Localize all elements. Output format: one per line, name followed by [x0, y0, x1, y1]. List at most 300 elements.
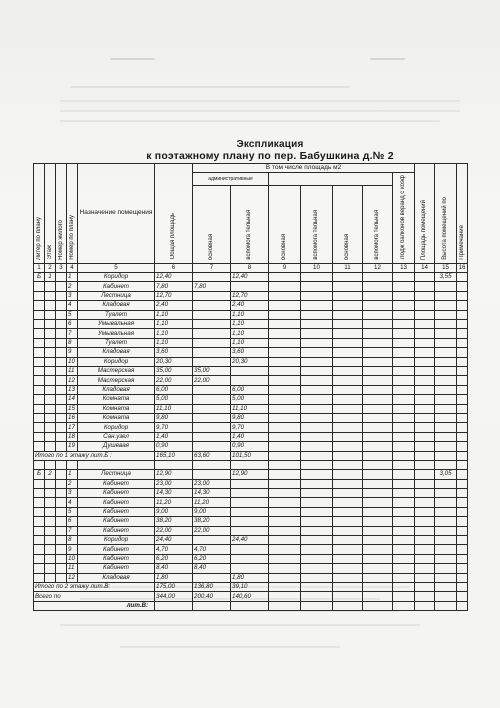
column-number: 10 [301, 263, 333, 272]
empty-cell [363, 282, 393, 291]
empty-cell [269, 282, 301, 291]
empty-cell [333, 310, 363, 319]
room-osnovnaya-area: 6,20 [193, 554, 231, 563]
empty-cell [457, 592, 468, 601]
empty-cell [393, 601, 415, 610]
room-number: 6 [67, 517, 78, 526]
empty-cell [415, 498, 435, 507]
empty-cell [269, 432, 301, 441]
room-row [34, 385, 468, 394]
room-vspom-area: 3,60 [231, 348, 269, 357]
empty-cell [333, 273, 363, 282]
room-osnovnaya-area [193, 320, 231, 329]
empty-cell [415, 479, 435, 488]
header-obshchaya: Общая площадь [155, 164, 193, 264]
nomer-zhilogo-cell [56, 385, 67, 394]
empty-cell [269, 592, 301, 601]
column-number: 16 [457, 263, 468, 272]
height-cell [435, 479, 457, 488]
room-vspom-area: 12,40 [231, 273, 269, 282]
room-total-area: 5,00 [155, 395, 193, 404]
height-cell: 3,05 [435, 470, 457, 479]
empty-cell [393, 338, 415, 347]
empty-cell [415, 470, 435, 479]
empty-cell [363, 526, 393, 535]
etazh-cell [45, 536, 56, 545]
height-cell [435, 320, 457, 329]
empty-cell [269, 320, 301, 329]
empty-cell [269, 404, 301, 413]
room-number: 16 [67, 413, 78, 422]
nomer-zhilogo-cell [56, 498, 67, 507]
empty-cell [457, 442, 468, 451]
room-osnovnaya-area [193, 338, 231, 347]
column-number: 6 [155, 263, 193, 272]
document-subtitle: к поэтажному плану по пер. Бабушкина д.№ 2 [146, 150, 394, 162]
height-cell [435, 282, 457, 291]
empty-cell [269, 376, 301, 385]
height-cell [435, 432, 457, 441]
header-ploshchad-pomeshcheniy: Площадь помещений [415, 164, 435, 264]
empty-cell [333, 517, 363, 526]
empty-cell [301, 329, 333, 338]
room-vspom-area: 5,00 [231, 395, 269, 404]
empty-cell [457, 338, 468, 347]
empty-cell [457, 489, 468, 498]
empty-cell [301, 536, 333, 545]
empty-cell [301, 507, 333, 516]
empty-cell [269, 601, 301, 610]
empty-cell [333, 460, 363, 469]
room-vspom-area: 2,40 [231, 301, 269, 310]
empty-cell [301, 273, 333, 282]
nomer-zhilogo-cell [56, 404, 67, 413]
room-total-area: 12,90 [155, 470, 193, 479]
room-total-area: 3,60 [155, 348, 193, 357]
empty-cell [333, 301, 363, 310]
empty-cell [457, 348, 468, 357]
empty-cell [333, 385, 363, 394]
litera-cell [34, 554, 45, 563]
room-osnovnaya-area [193, 404, 231, 413]
floor-total-label: Итого по 2 этажу лит.В: [34, 582, 155, 591]
empty-cell [301, 404, 333, 413]
empty-cell [415, 507, 435, 516]
room-number: 7 [67, 329, 78, 338]
etazh-cell [45, 282, 56, 291]
empty-cell [333, 592, 363, 601]
height-cell [435, 564, 457, 573]
room-name: Кабинет [78, 554, 155, 563]
litera-cell [34, 338, 45, 347]
room-number: 6 [67, 320, 78, 329]
room-osnovnaya-area: 8,40 [193, 564, 231, 573]
empty-cell [333, 291, 363, 300]
room-total-area: 22,00 [155, 526, 193, 535]
room-total-area: 1,10 [155, 310, 193, 319]
nomer-zhilogo-cell [56, 573, 67, 582]
room-total-area: 20,30 [155, 357, 193, 366]
litera-cell: Б [34, 273, 45, 282]
empty-cell [415, 554, 435, 563]
room-name: Умывальная [78, 320, 155, 329]
empty-cell [363, 404, 393, 413]
empty-cell [333, 554, 363, 563]
room-row [34, 291, 468, 300]
empty-cell [393, 582, 415, 591]
etazh-cell [45, 479, 56, 488]
litera-cell [34, 376, 45, 385]
empty-cell [415, 413, 435, 422]
room-total-area: 1,80 [155, 573, 193, 582]
etazh-cell [45, 320, 56, 329]
empty-cell [333, 601, 363, 610]
empty-cell [457, 329, 468, 338]
nomer-zhilogo-cell [56, 564, 67, 573]
explication-table [33, 163, 468, 611]
room-osnovnaya-area [193, 536, 231, 545]
nomer-zhilogo-cell [56, 507, 67, 516]
empty-cell [415, 545, 435, 554]
nomer-zhilogo-cell [56, 395, 67, 404]
nomer-zhilogo-cell [56, 376, 67, 385]
empty-cell [363, 273, 393, 282]
room-total-area: 11,20 [155, 498, 193, 507]
room-name: Кладовая [78, 348, 155, 357]
empty-cell [457, 554, 468, 563]
empty-cell [415, 404, 435, 413]
room-vspom-area [231, 367, 269, 376]
column-number: 9 [269, 263, 301, 272]
height-cell [435, 545, 457, 554]
empty-cell [333, 413, 363, 422]
etazh-cell [45, 423, 56, 432]
room-number: 1 [67, 470, 78, 479]
empty-cell [269, 395, 301, 404]
empty-cell [415, 395, 435, 404]
empty-cell [457, 432, 468, 441]
empty-cell [393, 498, 415, 507]
column-number: 2 [45, 263, 56, 272]
room-vspom-area [231, 545, 269, 554]
nomer-zhilogo-cell [56, 357, 67, 366]
room-total-area: 9,70 [155, 423, 193, 432]
empty-cell [193, 460, 231, 469]
room-total-area: 22,00 [155, 376, 193, 385]
empty-cell [333, 489, 363, 498]
room-row [34, 479, 468, 488]
room-name: Комната [78, 404, 155, 413]
height-cell [435, 291, 457, 300]
separator-row [34, 460, 468, 469]
empty-cell [363, 582, 393, 591]
empty-cell [269, 451, 301, 460]
room-row [34, 423, 468, 432]
litera-cell [34, 498, 45, 507]
height-cell [435, 526, 457, 535]
empty-cell [415, 601, 435, 610]
empty-cell [333, 357, 363, 366]
empty-cell [269, 526, 301, 535]
empty-cell [415, 526, 435, 535]
empty-cell [393, 489, 415, 498]
room-osnovnaya-area [193, 470, 231, 479]
empty-cell [301, 432, 333, 441]
room-total-area: 9,80 [155, 413, 193, 422]
room-number: 9 [67, 348, 78, 357]
empty-cell [415, 536, 435, 545]
room-row [34, 573, 468, 582]
empty-cell [457, 451, 468, 460]
room-name: Кабинет [78, 282, 155, 291]
empty-cell [435, 582, 457, 591]
litera-cell [34, 291, 45, 300]
empty-cell [393, 451, 415, 460]
column-number: 1 [34, 263, 45, 272]
floor-total-area: 165,10 [155, 451, 193, 460]
empty-cell [301, 348, 333, 357]
room-row [34, 310, 468, 319]
header-blank [269, 173, 393, 186]
empty-cell [301, 554, 333, 563]
empty-cell [457, 273, 468, 282]
empty-cell [363, 320, 393, 329]
empty-cell [457, 320, 468, 329]
empty-cell [269, 310, 301, 319]
room-vspom-area [231, 376, 269, 385]
floor-total-vspom: 101,50 [231, 451, 269, 460]
header-nomer-po-planu: Номер по плану [67, 164, 78, 264]
empty-cell [393, 357, 415, 366]
empty-cell [301, 601, 333, 610]
nomer-zhilogo-cell [56, 470, 67, 479]
empty-cell [301, 291, 333, 300]
room-number: 2 [67, 479, 78, 488]
empty-cell [301, 573, 333, 582]
room-row [34, 329, 468, 338]
room-name: Кладовая [78, 301, 155, 310]
empty-cell [393, 442, 415, 451]
empty-cell [363, 367, 393, 376]
height-cell [435, 423, 457, 432]
room-number: 2 [67, 282, 78, 291]
room-vspom-area: 1,10 [231, 329, 269, 338]
floor-total-osnovnaya: 63,60 [193, 451, 231, 460]
empty-cell [415, 348, 435, 357]
room-number: 10 [67, 357, 78, 366]
empty-cell [363, 432, 393, 441]
empty-cell [333, 376, 363, 385]
litera-cell [34, 432, 45, 441]
litera-cell [34, 301, 45, 310]
empty-cell [363, 479, 393, 488]
empty-cell [301, 413, 333, 422]
room-row [34, 273, 468, 282]
empty-cell [457, 282, 468, 291]
room-total-area: 1,10 [155, 320, 193, 329]
header-litera: Литер по плану [34, 164, 45, 264]
empty-cell [457, 582, 468, 591]
empty-cell [67, 460, 78, 469]
empty-cell [393, 545, 415, 554]
litera-cell [34, 526, 45, 535]
empty-cell [269, 489, 301, 498]
empty-cell [333, 470, 363, 479]
room-vspom-area: 24,40 [231, 536, 269, 545]
bleed-mark [60, 110, 460, 112]
room-name: Туалет [78, 310, 155, 319]
room-row [34, 348, 468, 357]
empty-cell [393, 460, 415, 469]
grand-total-vspom: 140,60 [231, 592, 269, 601]
empty-cell [301, 451, 333, 460]
empty-cell [415, 367, 435, 376]
empty-cell [415, 460, 435, 469]
bleed-mark [370, 58, 405, 60]
empty-cell [393, 423, 415, 432]
room-vspom-area: 11,10 [231, 404, 269, 413]
room-osnovnaya-area: 14,30 [193, 489, 231, 498]
empty-cell [333, 432, 363, 441]
empty-cell [363, 554, 393, 563]
room-name: Кабинет [78, 498, 155, 507]
room-vspom-area [231, 507, 269, 516]
room-number: 11 [67, 564, 78, 573]
room-number: 12 [67, 573, 78, 582]
litera-cell [34, 564, 45, 573]
bleed-mark [110, 58, 155, 60]
room-vspom-area: 12,90 [231, 470, 269, 479]
room-osnovnaya-area: 22,00 [193, 526, 231, 535]
empty-cell [393, 273, 415, 282]
empty-cell [415, 423, 435, 432]
etazh-cell [45, 357, 56, 366]
room-row [34, 357, 468, 366]
room-vspom-area [231, 564, 269, 573]
height-cell [435, 357, 457, 366]
empty-cell [457, 291, 468, 300]
height-cell: 3,55 [435, 273, 457, 282]
room-total-area: 1,40 [155, 432, 193, 441]
room-total-area: 38,20 [155, 517, 193, 526]
nomer-zhilogo-cell [56, 282, 67, 291]
room-total-area: 4,70 [155, 545, 193, 554]
empty-cell [269, 301, 301, 310]
empty-cell [457, 526, 468, 535]
empty-cell [301, 498, 333, 507]
etazh-cell [45, 291, 56, 300]
empty-cell [363, 423, 393, 432]
etazh-cell [45, 489, 56, 498]
empty-cell [301, 592, 333, 601]
empty-cell [301, 376, 333, 385]
empty-cell [363, 348, 393, 357]
etazh-cell [45, 376, 56, 385]
empty-cell [457, 507, 468, 516]
room-row [34, 442, 468, 451]
header-primechanie: Примечание [457, 164, 468, 264]
empty-cell [363, 517, 393, 526]
litera-cell [34, 329, 45, 338]
room-vspom-area: 0,90 [231, 442, 269, 451]
room-vspom-area: 1,80 [231, 573, 269, 582]
empty-cell [363, 460, 393, 469]
etazh-cell [45, 367, 56, 376]
etazh-cell [45, 526, 56, 535]
empty-cell [393, 413, 415, 422]
room-total-area: 11,10 [155, 404, 193, 413]
room-name: Кабинет [78, 517, 155, 526]
empty-cell [333, 451, 363, 460]
empty-cell [333, 395, 363, 404]
empty-cell [301, 526, 333, 535]
empty-cell [333, 479, 363, 488]
room-total-area: 8,40 [155, 564, 193, 573]
empty-cell [269, 507, 301, 516]
empty-cell [415, 432, 435, 441]
empty-cell [393, 367, 415, 376]
litera-cell [34, 395, 45, 404]
header-nomer-zhilogo: Номер жилого [56, 164, 67, 264]
etazh-cell [45, 404, 56, 413]
room-total-area: 6,20 [155, 554, 193, 563]
empty-cell [333, 545, 363, 554]
empty-cell [393, 479, 415, 488]
empty-cell [393, 517, 415, 526]
room-name: Мастерская [78, 376, 155, 385]
room-vspom-area [231, 526, 269, 535]
header-naznachenie: Назначение помещения [78, 164, 155, 264]
empty-cell [393, 348, 415, 357]
room-osnovnaya-area [193, 310, 231, 319]
room-name: Кладовая [78, 385, 155, 394]
empty-cell [393, 573, 415, 582]
room-osnovnaya-area [193, 423, 231, 432]
height-cell [435, 536, 457, 545]
room-number: 15 [67, 404, 78, 413]
grand-total-area: 344,00 [155, 592, 193, 601]
empty-cell [269, 367, 301, 376]
empty-cell [363, 413, 393, 422]
empty-cell [333, 404, 363, 413]
empty-cell [193, 601, 231, 610]
empty-cell [333, 423, 363, 432]
empty-cell [301, 470, 333, 479]
empty-cell [415, 385, 435, 394]
room-name: Мастерская [78, 367, 155, 376]
nomer-zhilogo-cell [56, 479, 67, 488]
grand-total-osnovnaya: 200,40 [193, 592, 231, 601]
room-total-area: 9,00 [155, 507, 193, 516]
litera-cell [34, 404, 45, 413]
empty-cell [301, 310, 333, 319]
grand-total-label: Всего по [34, 592, 155, 601]
room-osnovnaya-area: 4,70 [193, 545, 231, 554]
empty-cell [457, 470, 468, 479]
litera-cell [34, 479, 45, 488]
empty-cell [301, 489, 333, 498]
column-number: 12 [363, 263, 393, 272]
room-row [34, 507, 468, 516]
empty-cell [415, 301, 435, 310]
empty-cell [393, 385, 415, 394]
empty-cell [301, 517, 333, 526]
column-number: 15 [435, 263, 457, 272]
header-lodzh: Лодж балконов веранд с коэф [393, 173, 415, 263]
room-vspom-area: 1,10 [231, 338, 269, 347]
empty-cell [457, 573, 468, 582]
footer-label: лит.В: [34, 601, 155, 610]
